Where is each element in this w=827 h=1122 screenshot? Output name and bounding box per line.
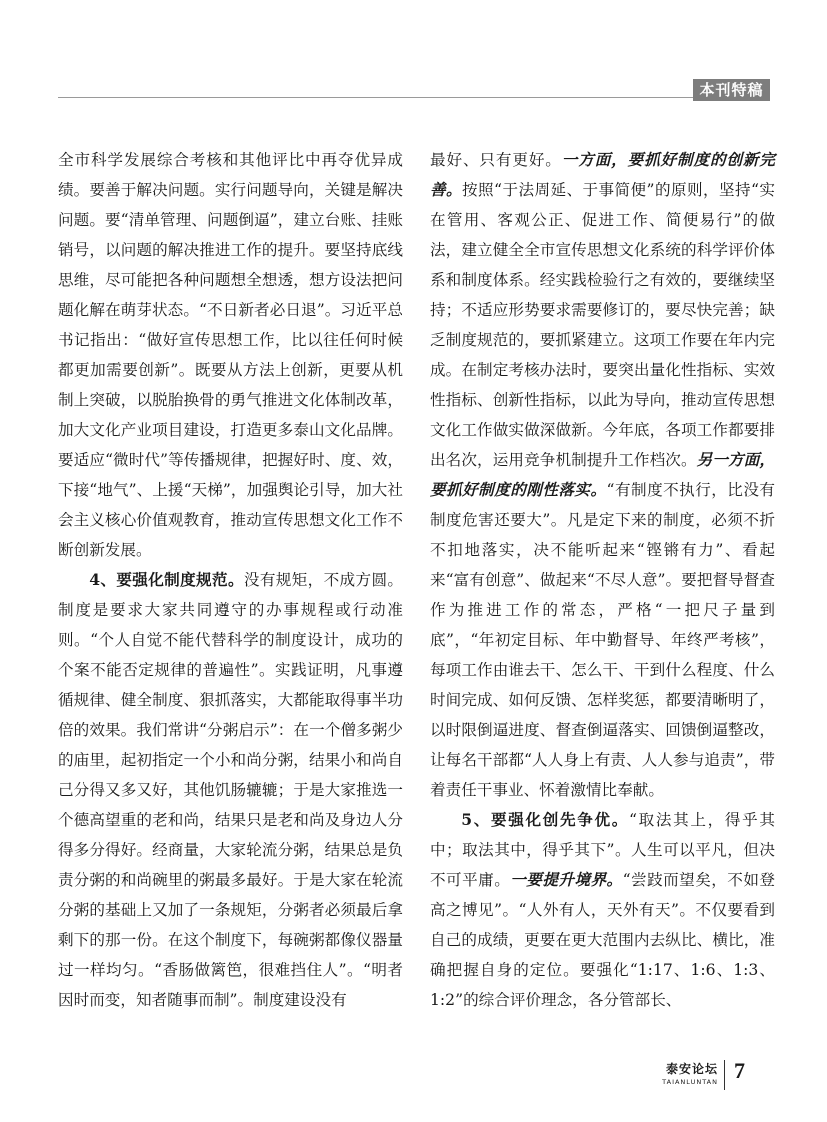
paragraph: [430, 145, 775, 805]
emphasis-text: 一要提升境界。: [510, 870, 623, 889]
paragraph-text: “有制度不执行，比没有制度危害还要大”。凡是定下来的制度，必须不折不扣地落实，决不能听起来“铿锵有力”、看起来“富有创意”、做起来“不尽人意”。要把督导督查作为推进工作的常态，严格“一把尺子量到底”，“年初定目标、年中勤督导、年终严考核”，每项工作由谁去干、怎么干、干到什么程度、什么时间完成、如何反馈、怎样奖惩，都要清晰明了，以时限倒逼进度、督查倒逼落实、回馈倒逼整改，让每名干部都“人人身上有责、人人参与追责”，带着责任干事业、怀着激情比奉献。: [430, 481, 776, 799]
journal-pinyin: TAIANLUNTAN: [662, 1078, 718, 1086]
paragraph: [430, 805, 775, 1015]
emphasis-text: 一方面，要抓好制度的创新完善。: [430, 150, 775, 199]
footer-divider: [724, 1060, 725, 1090]
page-number: 7: [734, 1058, 745, 1083]
journal-name: 泰安论坛: [665, 1062, 718, 1076]
paragraph-text: 按照“于法周延、于事简便”的原则，坚持“实在管用、客观公正、促进工作、简便易行”的做法，建立健全全市宣传思想文化系统的科学评价体系和制度体系。经实践检验行之有效的，要继续坚持；不适应形势要求需要修订的，要尽快完善；缺乏制度规范的，要抓紧建立。这项工作要在年内完成。在制定考核办法时，要突出量化性指标、实效性指标、创新性指标，以此为导向，推动宣传思想文化工作做实做深做新。今年底，各项工作都要排出名次，运用竞争机制提升工作档次。: [430, 181, 776, 469]
paragraph-text: 最好、只有更好。: [430, 151, 562, 169]
section-heading: 4、要强化制度规范。: [89, 570, 244, 589]
paragraph: 全市科学发展综合考核和其他评比中再夺优异成绩。要善于解决问题。实行问题导向，关键是解决问题。要“清单管理、问题倒逼”，建立台账、挂账销号，以问题的解决推进工作的提升。要坚持底线思维，尽可能把各种问题想全想透，想方设法把问题化解在萌芽状态。“不日新者必日退”。习近平总书记指出：“做好宣传思想工作，比以往任何时候都更加需要创新”。既要从方法上创新，更要从机制上突破，以脱胎换骨的勇气推进文化体制改革，加大文化产业项目建设，打造更多泰山文化品牌。要适应“微时代”等传播规律，把握好时、度、效，下接“地气”、上援“天梯”，加强舆论引导，加大社会主义核心价值观教育，推动宣传思想文化工作不断创新发展。: [58, 151, 403, 559]
section-heading: 5、要强化创先争优。: [461, 810, 629, 829]
paragraph-text: 没有规矩，不成方圆。制度是要求大家共同遵守的办事规程或行动准则。“个人自觉不能代替科学的制度设计，成功的个案不能否定规律的普遍性”。实践证明，凡事遵循规律、健全制度、狠抓落实，大都能取得事半功倍的效果。我们常讲“分粥启示”：在一个僧多粥少的庙里，起初指定一个小和尚分粥，结果小和尚自己分得又多又好，其他饥肠辘辘；于是大家推选一个德高望重的老和尚，结果只是老和尚及身边人分得多分得好。经商量，大家轮流分粥，结果总是负责分粥的和尚碗里的粥最多最好。于是大家在轮流分粥的基础上又加了一条规矩，分粥者必须最后拿剩下的那一份。在这个制度下，每碗粥都像仪器量过一样均匀。“香肠做篱笆，很难挡住人”。“明者因时而变，知者随事而制”。制度建设没有: [58, 571, 403, 1009]
section-tag: 本刊特稿: [693, 79, 770, 101]
emphasis-text: 另一方面，要抓好制度的刚性落实。: [430, 450, 775, 499]
left-column: [58, 145, 403, 1015]
paragraph-text: “尝跂而望矣，不如登高之博见”。“人外有人，天外有天”。不仅要看到自己的成绩，更要在更大范围内去纵比、横比，准确把握自身的定位。要强化“1:17、1:6、1:3、1:2”的综合评价理念，各分管部长、: [430, 871, 775, 1009]
paragraph: [58, 565, 403, 1015]
paragraph-text: “取法其上，得乎其中；取法其中，得乎其下”。人生可以平凡，但决不可平庸。: [430, 811, 775, 889]
right-column: [430, 145, 775, 1015]
header-rule: [58, 97, 693, 98]
page-footer: [662, 1056, 782, 1096]
